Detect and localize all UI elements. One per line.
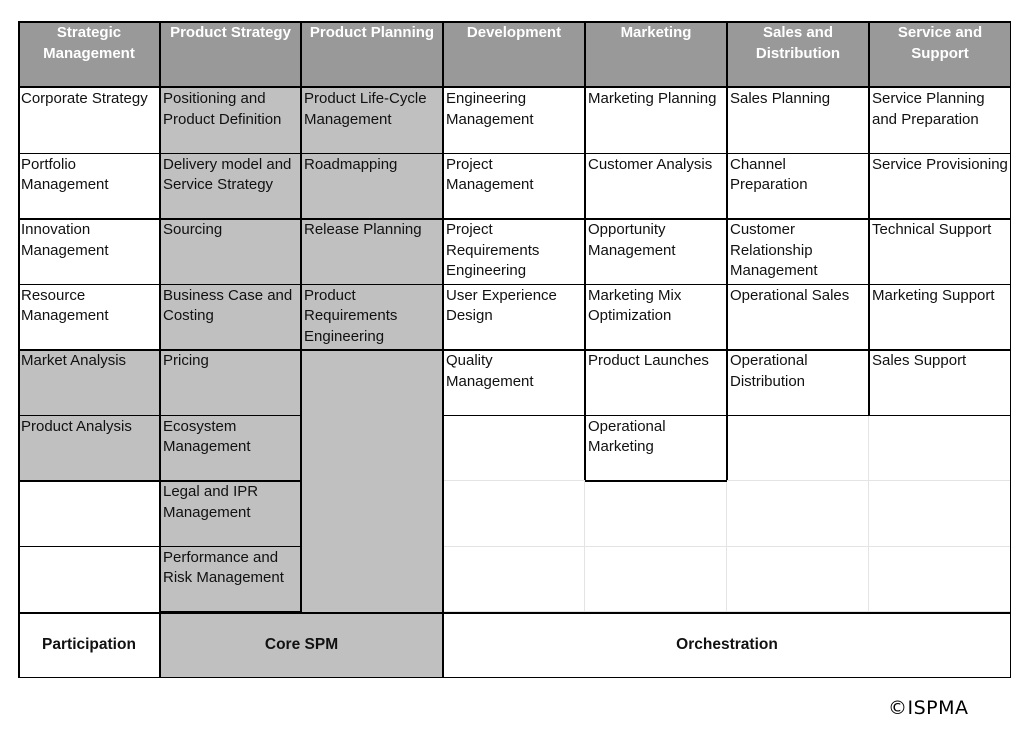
cell-quality-management: Quality Management: [446, 352, 534, 390]
cell-customer-relationship-management: Customer Relationship Management: [730, 221, 818, 279]
grid-line: [869, 153, 1011, 155]
grid-line: [18, 546, 160, 548]
cell-opportunity-management: Opportunity Management: [588, 221, 676, 259]
grid-line: [585, 153, 727, 155]
grid-line: [18, 284, 160, 286]
grid-line: [443, 349, 585, 351]
grid-line: [585, 480, 727, 482]
cell-marketing-support: Marketing Support: [872, 286, 995, 304]
grid-line: [300, 21, 302, 612]
spm-framework-table: [18, 21, 1011, 678]
cell-sales-planning: Sales Planning: [730, 90, 831, 107]
cell-product-analysis: Product Analysis: [21, 417, 132, 435]
grid-line: [443, 218, 585, 220]
cell-sourcing: Sourcing: [163, 221, 223, 238]
cell-marketing-mix-optimization: Marketing Mix Optimization: [588, 286, 682, 324]
cell-project-management: Project Management: [446, 155, 534, 193]
grid-line: [727, 349, 869, 351]
cell-technical-support: Technical Support: [872, 221, 992, 238]
grid-line: [18, 153, 160, 155]
grid-line: [18, 21, 1011, 23]
grid-line: [443, 284, 585, 286]
header-strategic-management: Strategic Management: [18, 21, 160, 87]
header-development: Development: [443, 21, 585, 87]
cell-market-analysis: Market Analysis: [21, 352, 127, 369]
cell-portfolio-management: Portfolio Management: [21, 155, 109, 193]
cell-innovation-management: Innovation Management: [21, 221, 109, 259]
cell-engineering-management: Engineering Management: [446, 90, 534, 128]
cell-pricing: Pricing: [163, 352, 209, 369]
footer-orchestration: Orchestration: [676, 635, 778, 653]
cell-operational-distribution: Operational Distribution: [730, 352, 808, 390]
copyright-notice: ©ISPMA: [888, 697, 969, 719]
grid-line: [869, 218, 1011, 220]
grid-line: [868, 415, 869, 613]
grid-line: [18, 349, 160, 351]
cell-service-planning-and-preparation: Service Planning and Preparation: [872, 90, 985, 128]
grid-line: [160, 546, 301, 548]
grid-line: [443, 546, 1011, 547]
footer-core-spm: Core SPM: [264, 635, 339, 653]
grid-line: [160, 284, 301, 286]
cell-delivery-model-and-service-strategy: Delivery model and Service Strategy: [163, 155, 292, 193]
grid-line: [585, 415, 727, 417]
grid-line: [160, 153, 301, 155]
grid-line: [869, 349, 1011, 351]
cell-customer-analysis: Customer Analysis: [588, 155, 713, 173]
cell-positioning-and-product-definition: Positioning and Product Definition: [163, 90, 282, 128]
cell-ecosystem-management: Ecosystem Management: [163, 417, 251, 455]
cell-product-life-cycle-management: Product Life-Cycle Management: [304, 90, 427, 128]
header-service-and-support: Service and Support: [869, 21, 1011, 87]
cell-corporate-strategy: Corporate Strategy: [21, 90, 148, 107]
grid-line: [18, 218, 160, 220]
grid-line: [160, 349, 301, 351]
grid-line: [443, 480, 1011, 481]
grid-line: [18, 415, 160, 417]
cell-release-planning: Release Planning: [304, 221, 422, 238]
grid-line: [18, 480, 160, 482]
grid-line: [160, 480, 301, 482]
cell-legal-and-ipr-management: Legal and IPR Management: [163, 483, 259, 521]
grid-line: [160, 415, 301, 417]
grid-line: [585, 218, 727, 220]
grid-line: [869, 415, 1011, 417]
grid-line: [443, 415, 585, 417]
cell-project-requirements-engineering: Project Requirements Engineering: [446, 221, 540, 279]
cell-performance-and-risk-management: Performance and Risk Management: [163, 548, 284, 586]
cell-user-experience-design: User Experience Design: [446, 286, 557, 324]
header-product-planning: Product Planning: [301, 21, 443, 87]
grid-line: [18, 612, 1011, 614]
cell-service-provisioning: Service Provisioning: [872, 155, 1008, 173]
cell-product-requirements-engineering: Product Requirements Engineering: [304, 286, 398, 345]
cell-operational-sales: Operational Sales: [730, 286, 850, 304]
grid-line: [443, 153, 585, 155]
header-product-strategy: Product Strategy: [160, 21, 301, 87]
grid-line: [301, 349, 443, 351]
header-marketing: Marketing: [585, 21, 727, 87]
grid-line: [301, 284, 443, 286]
cell-operational-marketing: Operational Marketing: [588, 417, 666, 455]
cell-channel-preparation: Channel Preparation: [730, 155, 808, 193]
cell-roadmapping: Roadmapping: [304, 155, 398, 173]
cell-business-case-and-costing: Business Case and Costing: [163, 286, 293, 324]
grid-line: [585, 349, 727, 351]
grid-line: [160, 218, 301, 220]
cell-marketing-planning: Marketing Planning: [588, 90, 717, 107]
grid-line: [869, 284, 1011, 286]
cell-resource-management: Resource Management: [21, 286, 109, 324]
grid-line: [727, 284, 869, 286]
grid-line: [301, 153, 443, 155]
header-sales-and-distribution: Sales and Distribution: [727, 21, 869, 87]
grid-line: [301, 218, 443, 220]
grid-line: [18, 86, 1011, 88]
grid-line: [584, 21, 586, 480]
grid-line: [727, 218, 869, 220]
grid-line: [727, 153, 869, 155]
footer-participation: Participation: [42, 635, 136, 653]
grid-line: [18, 677, 1011, 679]
cell-sales-support: Sales Support: [872, 352, 967, 369]
grid-line: [585, 284, 727, 286]
cell-product-launches: Product Launches: [588, 352, 709, 369]
grid-line: [727, 415, 869, 417]
grid-line: [726, 21, 728, 480]
